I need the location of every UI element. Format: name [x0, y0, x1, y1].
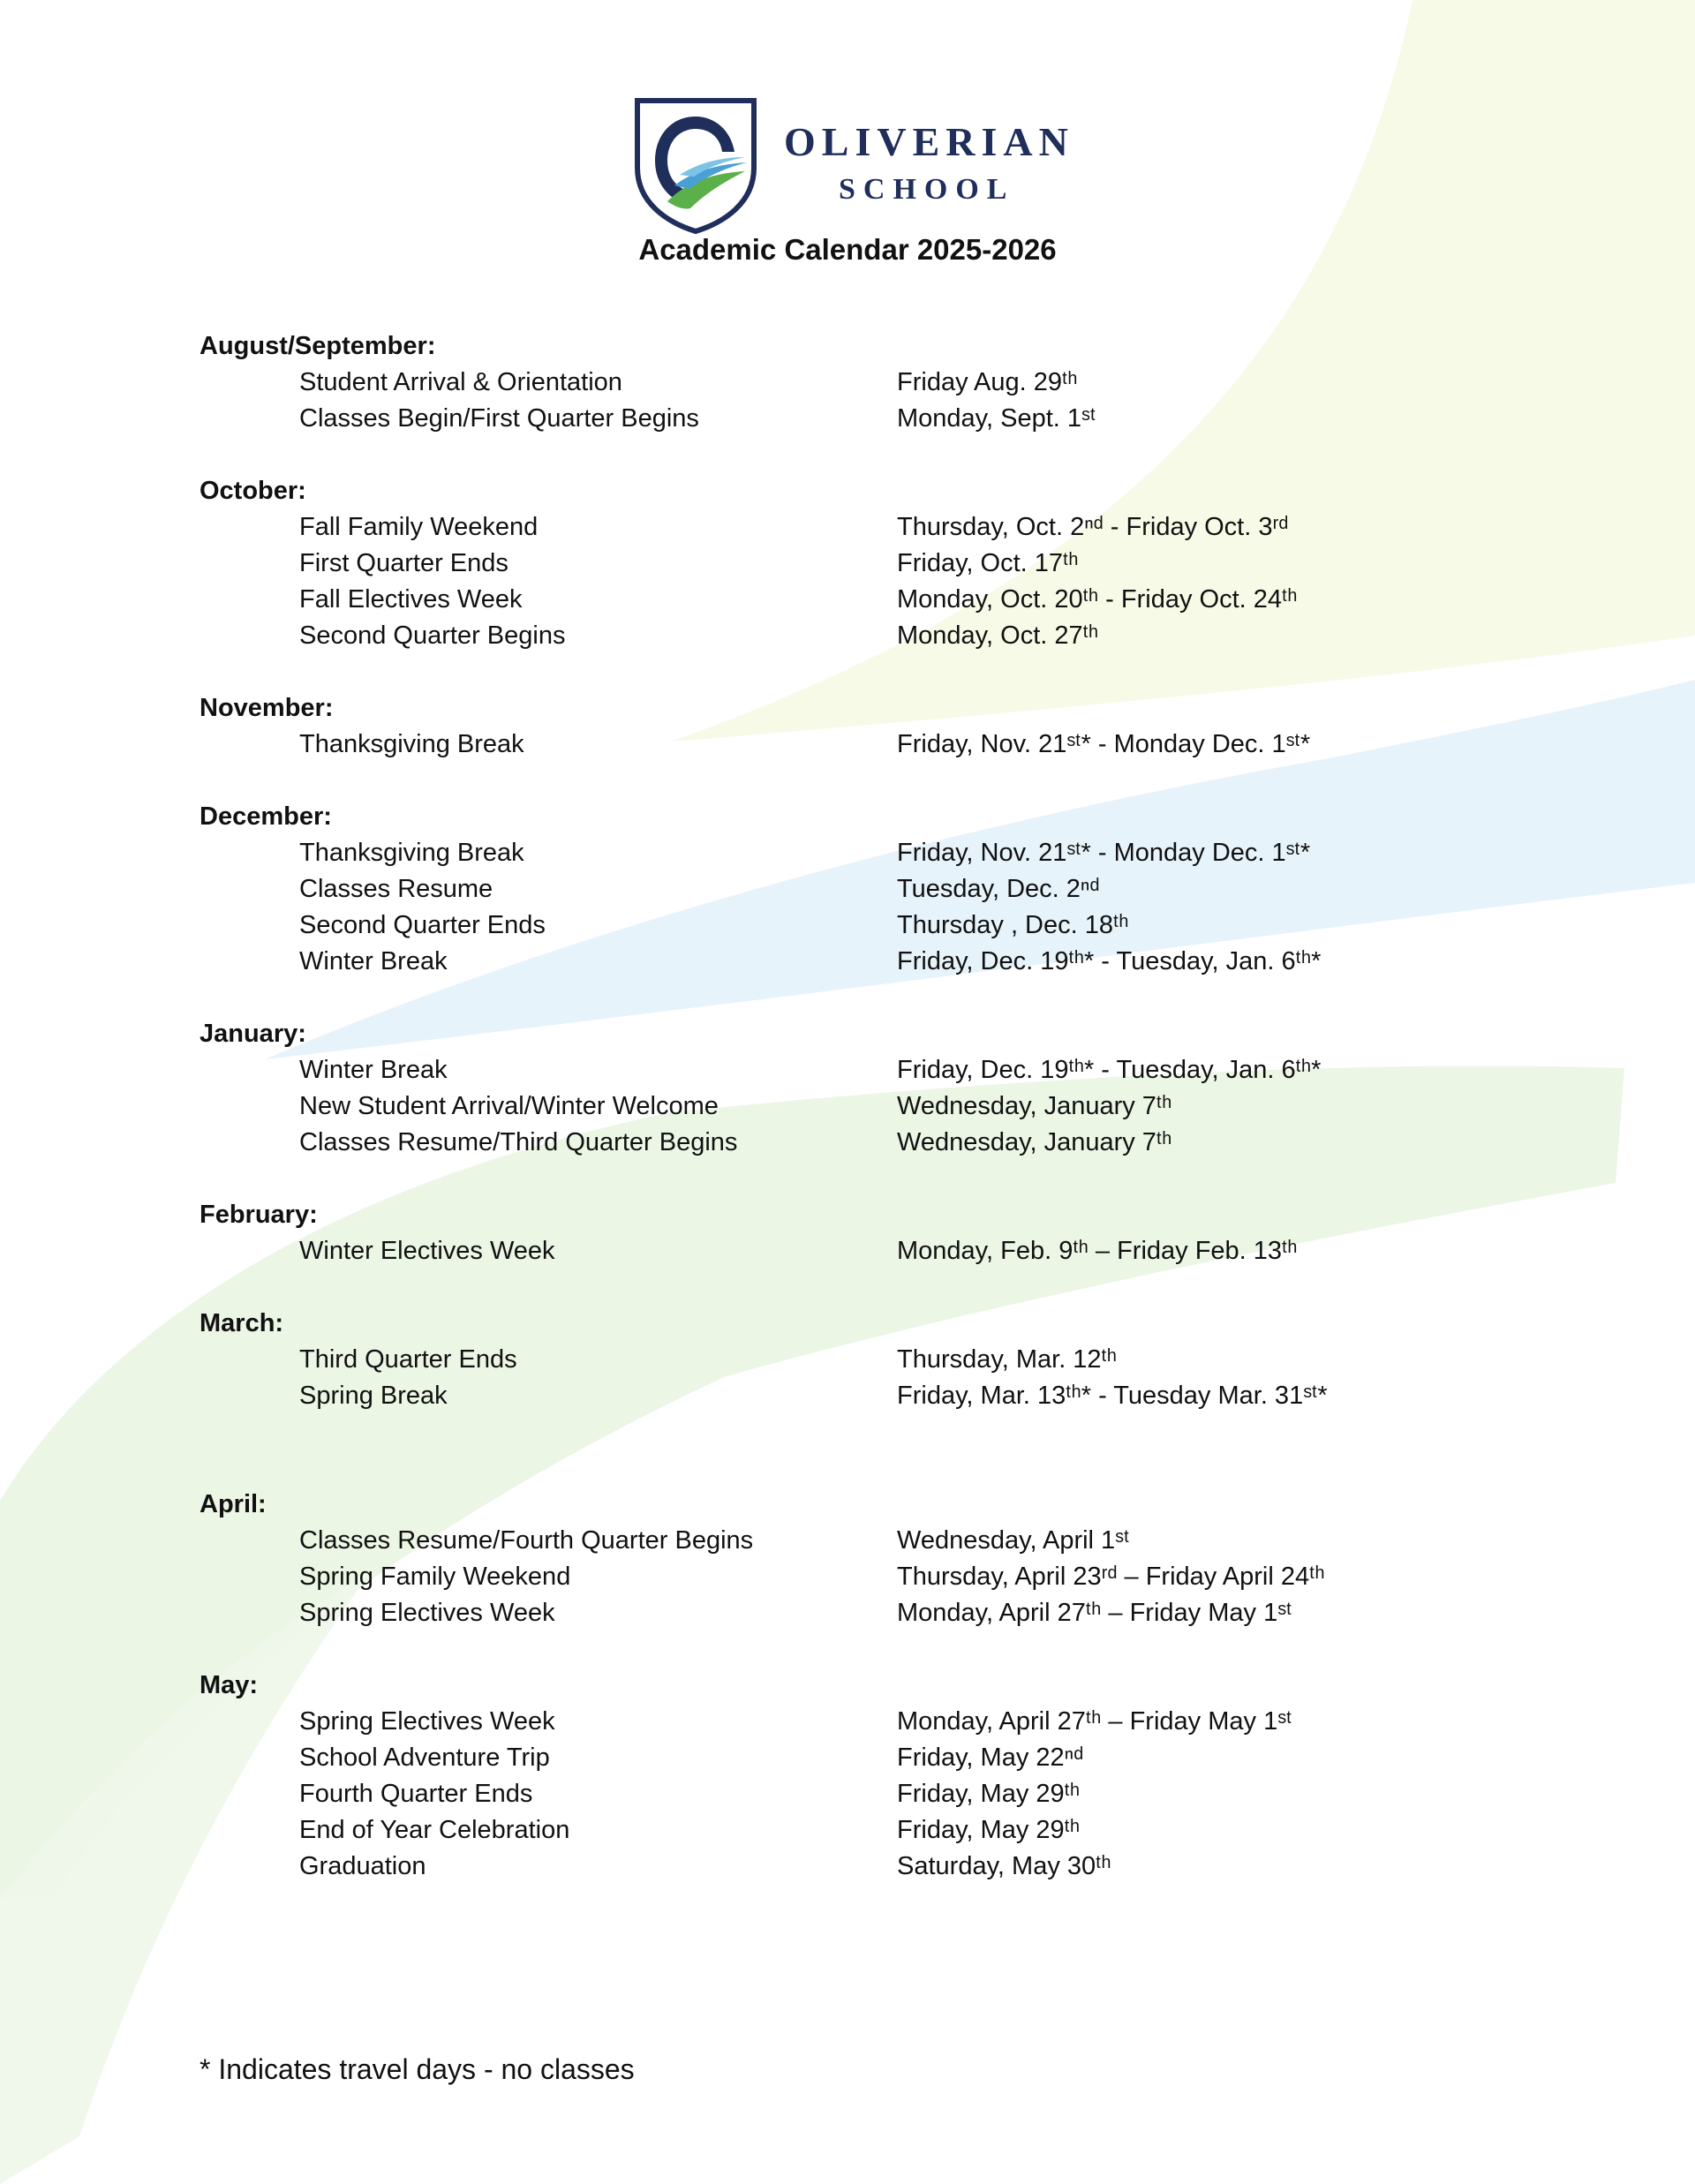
event-name: Thanksgiving Break [299, 839, 524, 867]
event-date: Wednesday, January 7ᵗʰ [897, 1092, 1172, 1120]
event-date: Monday, Feb. 9ᵗʰ – Friday Feb. 13ᵗʰ [897, 1237, 1298, 1265]
event-row [200, 1740, 1524, 1776]
event-row [200, 582, 1524, 618]
event-row [200, 1812, 1524, 1849]
event-date: Friday Aug. 29ᵗʰ [897, 368, 1078, 396]
event-date: Friday, Dec. 19ᵗʰ* - Tuesday, Jan. 6ᵗʰ* [897, 947, 1322, 975]
event-row [200, 944, 1524, 980]
month-section-march [200, 1306, 1524, 1414]
event-date: Tuesday, Dec. 2ⁿᵈ [897, 875, 1100, 903]
event-name: First Quarter Ends [299, 549, 508, 577]
event-name: Classes Begin/First Quarter Begins [299, 404, 699, 433]
event-date: Thursday, April 23ʳᵈ – Friday April 24ᵗʰ [897, 1563, 1325, 1591]
event-date: Friday, Nov. 21ˢᵗ* - Monday Dec. 1ˢᵗ* [897, 839, 1311, 867]
calendar-list [200, 328, 1524, 1921]
event-name: Third Quarter Ends [299, 1345, 517, 1374]
event-row [200, 509, 1524, 546]
event-name: End of Year Celebration [299, 1816, 570, 1844]
event-date: Thursday, Mar. 12ᵗʰ [897, 1345, 1118, 1374]
event-date: Friday, May 22ⁿᵈ [897, 1743, 1084, 1772]
event-row [200, 1559, 1524, 1595]
month-heading: May: [200, 1671, 259, 1699]
event-name: Spring Break [299, 1382, 448, 1410]
month-section-may [200, 1668, 1524, 1885]
month-heading: January: [200, 1020, 306, 1048]
event-name: Second Quarter Begins [299, 621, 566, 650]
event-row [200, 1378, 1524, 1414]
event-row [200, 1849, 1524, 1885]
event-name: Thanksgiving Break [299, 730, 524, 758]
month-section-november [200, 690, 1524, 763]
event-row [200, 1704, 1524, 1740]
event-name: Winter Electives Week [299, 1237, 555, 1265]
event-date: Monday, Oct. 27ᵗʰ [897, 621, 1099, 650]
event-row [200, 835, 1524, 871]
logo-line-1: OLIVERIAN [784, 119, 1074, 164]
event-name: Winter Break [299, 1056, 448, 1084]
event-date: Thursday , Dec. 18ᵗʰ [897, 911, 1129, 939]
event-name: Graduation [299, 1852, 426, 1880]
month-heading: February: [200, 1201, 318, 1229]
event-name: School Adventure Trip [299, 1743, 550, 1772]
month-section-october [200, 473, 1524, 654]
event-date: Friday, May 29ᵗʰ [897, 1816, 1081, 1844]
event-name: Fall Electives Week [299, 585, 523, 614]
event-name: Classes Resume/Fourth Quarter Begins [299, 1526, 754, 1555]
month-section-august-september [200, 328, 1524, 437]
event-name: Student Arrival & Orientation [299, 368, 622, 396]
event-name: Classes Resume/Third Quarter Begins [299, 1128, 738, 1156]
event-name: Spring Family Weekend [299, 1563, 571, 1591]
month-heading: April: [200, 1490, 267, 1518]
travel-days-footnote: * Indicates travel days - no classes [200, 2053, 635, 2085]
event-row [200, 618, 1524, 654]
event-row [200, 1523, 1524, 1559]
month-section-january [200, 1016, 1524, 1161]
event-name: Winter Break [299, 947, 448, 975]
event-date: Friday, Oct. 17ᵗʰ [897, 549, 1079, 577]
event-row [200, 727, 1524, 763]
month-heading: December: [200, 802, 332, 831]
month-heading: October: [200, 477, 306, 505]
event-date: Friday, Dec. 19ᵗʰ* - Tuesday, Jan. 6ᵗʰ* [897, 1056, 1322, 1084]
month-section-december [200, 799, 1524, 980]
event-name: Spring Electives Week [299, 1599, 555, 1627]
school-logo [632, 97, 1074, 238]
event-row [200, 1233, 1524, 1269]
page-title: Academic Calendar 2025-2026 [638, 233, 1057, 266]
event-name: Fall Family Weekend [299, 513, 539, 541]
event-name: Spring Electives Week [299, 1707, 555, 1736]
event-row [200, 1776, 1524, 1812]
event-row [200, 1342, 1524, 1378]
month-heading: November: [200, 694, 334, 722]
event-date: Wednesday, April 1ˢᵗ [897, 1526, 1130, 1555]
month-heading: August/September: [200, 332, 436, 360]
event-row [200, 401, 1524, 437]
event-row [200, 365, 1524, 401]
month-section-february [200, 1197, 1524, 1269]
event-name: Classes Resume [299, 875, 493, 903]
event-row [200, 907, 1524, 944]
event-name: Second Quarter Ends [299, 911, 546, 939]
event-row [200, 1125, 1524, 1161]
event-date: Wednesday, January 7ᵗʰ [897, 1128, 1172, 1156]
event-row [200, 1088, 1524, 1125]
shield-logo-icon [632, 97, 759, 234]
event-date: Saturday, May 30ᵗʰ [897, 1852, 1111, 1880]
month-heading: March: [200, 1309, 284, 1337]
month-section-april [200, 1487, 1524, 1631]
event-date: Friday, Nov. 21ˢᵗ* - Monday Dec. 1ˢᵗ* [897, 730, 1311, 758]
event-date: Monday, Oct. 20ᵗʰ - Friday Oct. 24ᵗʰ [897, 585, 1298, 614]
event-date: Monday, Sept. 1ˢᵗ [897, 404, 1096, 433]
logo-wordmark [784, 119, 1074, 206]
event-name: Fourth Quarter Ends [299, 1780, 533, 1808]
event-date: Monday, April 27ᵗʰ – Friday May 1ˢᵗ [897, 1599, 1292, 1627]
event-date: Thursday, Oct. 2ⁿᵈ - Friday Oct. 3ʳᵈ [897, 513, 1289, 541]
event-row [200, 1595, 1524, 1631]
event-row [200, 871, 1524, 907]
event-row [200, 546, 1524, 582]
event-row [200, 1052, 1524, 1088]
event-date: Monday, April 27ᵗʰ – Friday May 1ˢᵗ [897, 1707, 1292, 1736]
event-date: Friday, Mar. 13ᵗʰ* - Tuesday Mar. 31ˢᵗ* [897, 1382, 1328, 1410]
logo-line-2: SCHOOL [839, 173, 1015, 206]
event-name: New Student Arrival/Winter Welcome [299, 1092, 719, 1120]
event-date: Friday, May 29ᵗʰ [897, 1780, 1081, 1808]
